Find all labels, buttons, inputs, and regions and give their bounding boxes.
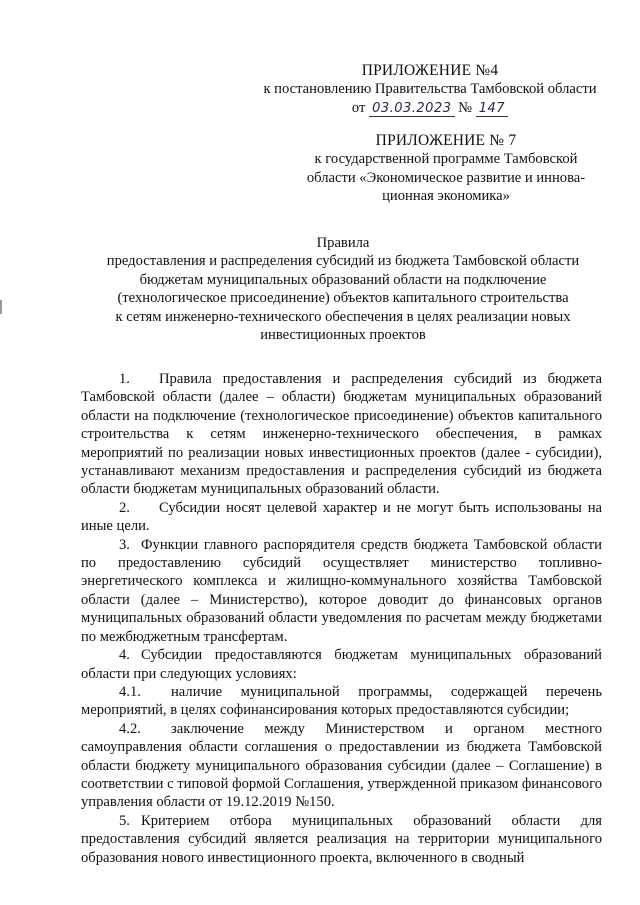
rules-subtitle-line: к сетям инженерно-технического обеспечения в целях реализации новых bbox=[115, 308, 571, 325]
rules-body bbox=[81, 370, 602, 867]
rules-subtitle-line: инвестиционных проектов bbox=[260, 327, 426, 344]
paragraph-number: 3. bbox=[119, 536, 130, 553]
paragraph-number: 5. bbox=[119, 812, 130, 829]
appendix-7-line: к государственной программе Тамбовской bbox=[314, 151, 578, 168]
paragraph-4-2 bbox=[81, 720, 602, 812]
paragraph-4 bbox=[81, 646, 602, 683]
appendix-7-line: ционная экономика» bbox=[382, 188, 510, 205]
appendix-7-title: ПРИЛОЖЕНИЕ № 7 bbox=[375, 132, 517, 149]
paragraph-text: Правила предоставления и распределения субсидий из бюджета Тамбовской области (далее – области) бюджетам муниципальных образований области на подключение (технологическое присоединение) объектов капитального строительства к сетям инженерно-технического обеспечения, в рамках мероприятий по реализации новых инвестиционных проектов (далее - субсидии), устанавливают механизм предоставления и распределения субсидий из бюджета области бюджетам муниципальных образований области. bbox=[81, 371, 602, 498]
rules-subtitle-line: предоставления и распределения субсидий из бюджета Тамбовской области bbox=[106, 253, 580, 270]
rules-heading: Правила bbox=[316, 235, 370, 251]
paragraph-number: 4. bbox=[119, 647, 130, 664]
appendix-7-header bbox=[292, 132, 600, 206]
appendix-4-date-line bbox=[260, 99, 600, 117]
number-prefix: № bbox=[458, 99, 473, 116]
paragraph-text: наличие муниципальной программы, содержащей перечень мероприятий, в целях софинансирования которых предоставляются субсидии; bbox=[81, 683, 602, 719]
paragraph-3 bbox=[81, 536, 602, 646]
paragraph-text: Субсидии предоставляются бюджетам муниципальных образований области при следующих условиях: bbox=[81, 647, 602, 682]
appendix-4-title: ПРИЛОЖЕНИЕ №4 bbox=[361, 62, 499, 79]
paragraph-text: Субсидии носят целевой характер и не могут быть использованы на иные цели. bbox=[81, 499, 602, 535]
paragraph-1 bbox=[81, 370, 602, 499]
appendix-4-header bbox=[260, 62, 600, 117]
rules-subtitle-line: бюджетам муниципальных образований области на подключение bbox=[139, 271, 547, 288]
handwritten-date: 03.03.2023 bbox=[369, 101, 454, 117]
paragraph-number: 2. bbox=[119, 499, 130, 516]
paragraph-5 bbox=[81, 812, 602, 867]
paragraph-text: Функции главного распорядителя средств бюджета Тамбовской области по предоставлению субсидий осуществляет министерство топливно-энергетического комплекса и жилищно-коммунального хозяйства Тамбовской области (далее – Министерство), которое доводит до финансовых органов муниципальных образований области уведомления по расчетам между бюджетами по межбюджетным трансфертам. bbox=[81, 536, 602, 645]
paragraph-text: Критерием отбора муниципальных образований области для предоставления субсидий является реализация на территории муниципального образования нового инвестиционного проекта, включенного в сводный bbox=[81, 812, 602, 866]
scan-edge-mark bbox=[0, 300, 2, 314]
rules-subtitle-line: (технологическое присоединение) объектов капитального строительства bbox=[117, 290, 569, 307]
paragraph-number: 4.2. bbox=[119, 720, 141, 737]
handwritten-number: 147 bbox=[476, 101, 508, 117]
appendix-7-line: области «Экономическое развитие и иннова- bbox=[306, 169, 586, 186]
paragraph-number: 4.1. bbox=[119, 683, 141, 700]
paragraph-number: 1. bbox=[119, 371, 130, 387]
appendix-4-resolution-line: к постановлению Правительства Тамбовской области bbox=[263, 81, 597, 98]
rules-title-block bbox=[88, 234, 598, 344]
paragraph-4-1 bbox=[81, 683, 602, 720]
paragraph-text: заключение между Министерством и органом местного самоуправления области соглашения о предоставлении из бюджета Тамбовской области бюджету муниципального образования субсидии (далее – Соглашение) в соответствии с типовой формой Соглашения, утвержденной приказом финансового управления области от 19.12.2019 №150. bbox=[81, 720, 602, 811]
date-prefix: от bbox=[351, 99, 366, 116]
paragraph-2 bbox=[81, 499, 602, 536]
